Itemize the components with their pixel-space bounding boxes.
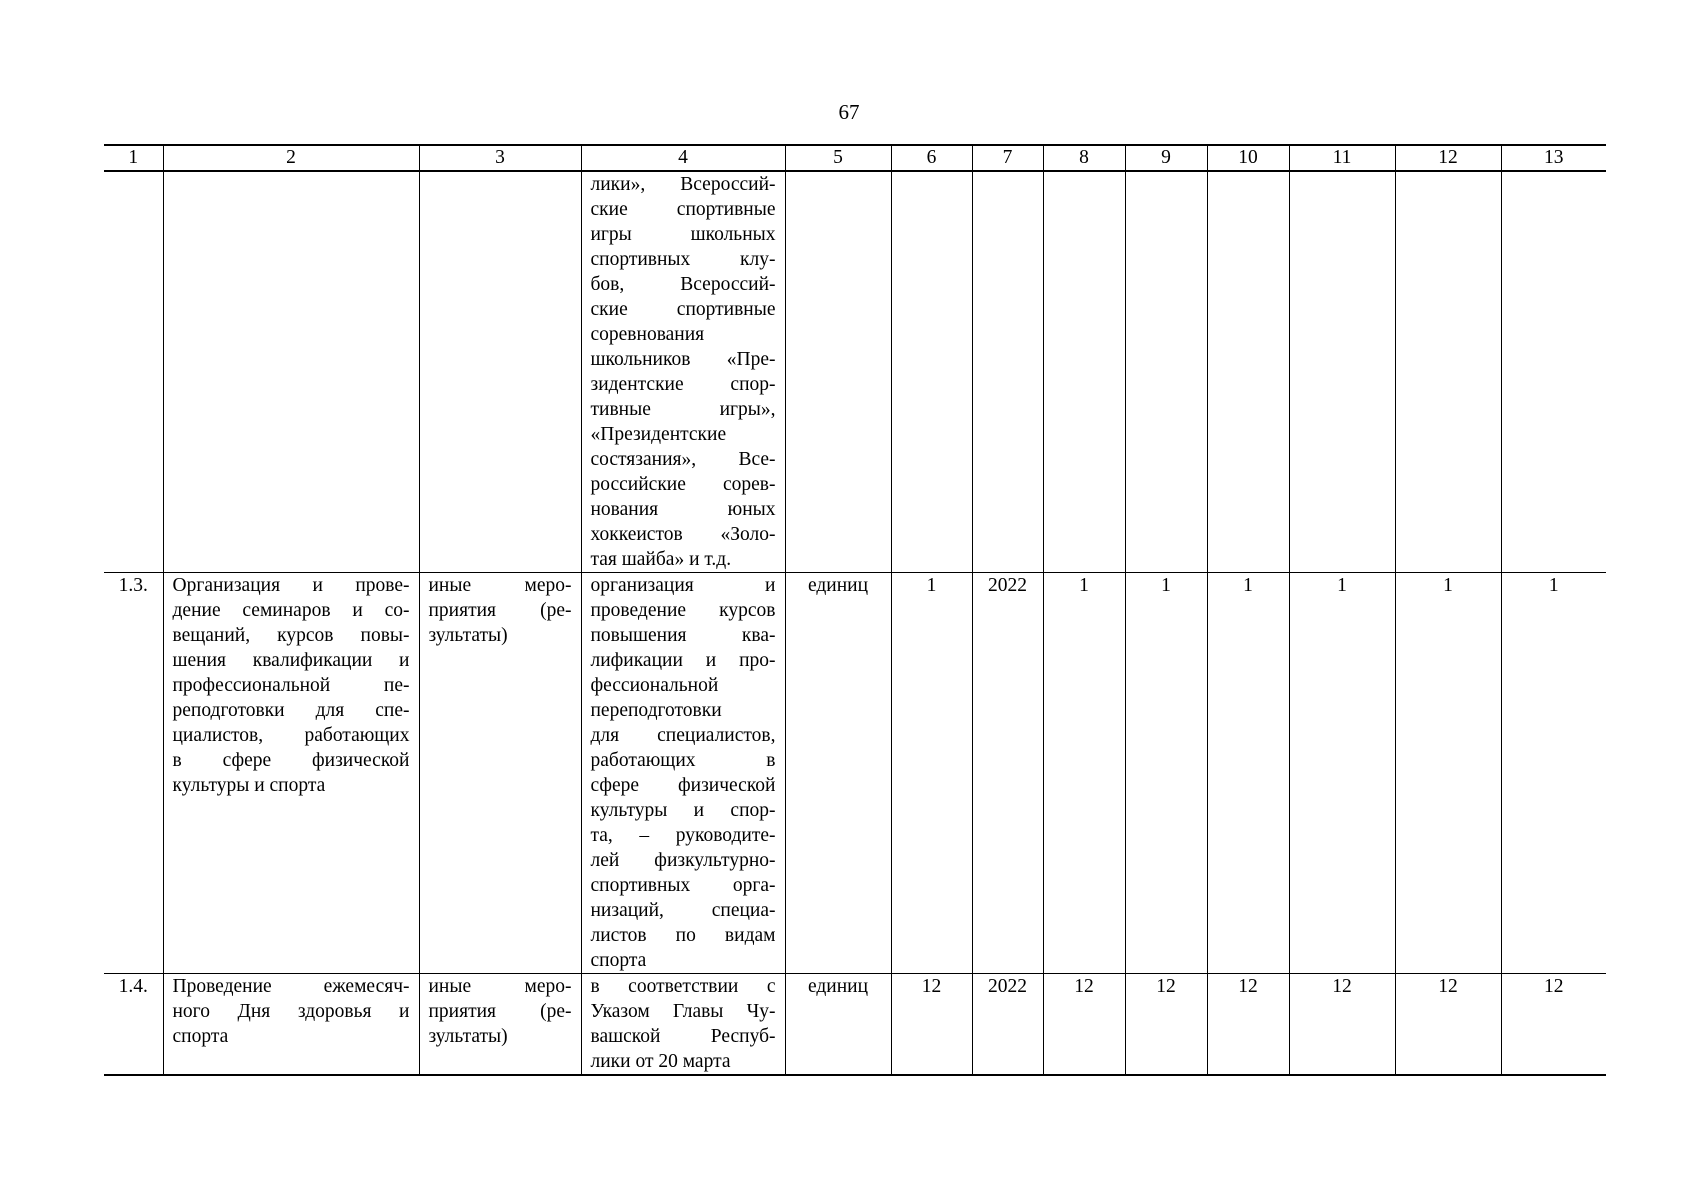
value-cell-13: 12	[1501, 974, 1606, 1076]
event-description-line: школьников «Пре-	[590, 349, 776, 370]
event-title-line: Проведение ежемесяч-	[172, 976, 410, 997]
row-number: 1.4.	[104, 974, 163, 1076]
header-cell-1: 1	[104, 145, 163, 171]
value-cell-8: 1	[1043, 573, 1125, 974]
unit-cell: единиц	[785, 573, 891, 974]
header-cell-5: 5	[785, 145, 891, 171]
event-description-line: сфере физической	[590, 775, 776, 796]
header-cell-12: 12	[1395, 145, 1501, 171]
event-title-line: реподготовки для спе-	[172, 700, 410, 721]
event-type-line: иные меро-	[428, 575, 572, 596]
value-cell-10: 1	[1207, 573, 1289, 974]
event-description	[581, 573, 785, 974]
base-value-cell: 1	[891, 573, 972, 974]
event-type	[419, 974, 581, 1076]
event-description-line: ские спортивные	[590, 199, 776, 220]
event-title	[163, 573, 419, 974]
event-description-line: та, – руководите-	[590, 825, 776, 846]
value-cell-11: 1	[1289, 573, 1395, 974]
event-description-line: культуры и спор-	[590, 800, 776, 821]
row-number	[104, 171, 163, 573]
value-cell-13	[1501, 171, 1606, 573]
header-cell-4: 4	[581, 145, 785, 171]
value-cell-11	[1289, 171, 1395, 573]
event-title-line: ного Дня здоровья и	[172, 1001, 410, 1022]
event-description-line: переподготовки	[590, 700, 722, 721]
header-cell-13: 13	[1501, 145, 1606, 171]
year-cell	[972, 171, 1043, 573]
event-description-line: листов по видам	[590, 925, 776, 946]
event-type-line: приятия (ре-	[428, 600, 572, 621]
event-title-line: вещаний, курсов повы-	[172, 625, 410, 646]
data-table	[104, 144, 1606, 1076]
unit-cell	[785, 171, 891, 573]
header-cell-6: 6	[891, 145, 972, 171]
event-title	[163, 974, 419, 1076]
value-cell-12: 12	[1395, 974, 1501, 1076]
event-description-line: лики», Всероссий-	[590, 174, 776, 195]
base-value-cell	[891, 171, 972, 573]
event-description-line: спортивных клу-	[590, 249, 776, 270]
value-cell-12	[1395, 171, 1501, 573]
event-description-line: состязания», Все-	[590, 449, 776, 470]
event-description-line: для специалистов,	[590, 725, 776, 746]
event-description-line: тая шайба» и т.д.	[590, 549, 732, 570]
event-description-line: российские сорев-	[590, 474, 776, 495]
event-description-line: бов, Всероссий-	[590, 274, 776, 295]
event-description-line: соревнования	[590, 324, 705, 345]
header-cell-2: 2	[163, 145, 419, 171]
table-row	[104, 573, 1606, 974]
event-title-line: Организация и прове-	[172, 575, 410, 596]
header-cell-7: 7	[972, 145, 1043, 171]
event-title	[163, 171, 419, 573]
value-cell-10	[1207, 171, 1289, 573]
header-cell-9: 9	[1125, 145, 1207, 171]
value-cell-12: 1	[1395, 573, 1501, 974]
event-description-line: ские спортивные	[590, 299, 776, 320]
header-cell-11: 11	[1289, 145, 1395, 171]
event-description-line: вашской Респуб-	[590, 1026, 776, 1047]
value-cell-9	[1125, 171, 1207, 573]
event-title-line: в сфере физической	[172, 750, 410, 771]
event-description-line: зидентские спор-	[590, 374, 776, 395]
base-value-cell: 12	[891, 974, 972, 1076]
value-cell-9: 1	[1125, 573, 1207, 974]
header-cell-3: 3	[419, 145, 581, 171]
event-description-line: лификации и про-	[590, 650, 776, 671]
event-title-line: циалистов, работающих	[172, 725, 410, 746]
event-description-line: игры школьных	[590, 224, 776, 245]
event-description-line: повышения ква-	[590, 625, 776, 646]
event-description-line: Указом Главы Чу-	[590, 1001, 776, 1022]
event-description-line: в соответствии с	[590, 976, 776, 997]
event-type	[419, 573, 581, 974]
unit-cell: единиц	[785, 974, 891, 1076]
event-description-line: спорта	[590, 950, 647, 971]
value-cell-8	[1043, 171, 1125, 573]
value-cell-10: 12	[1207, 974, 1289, 1076]
event-type-line: приятия (ре-	[428, 1001, 572, 1022]
value-cell-11: 12	[1289, 974, 1395, 1076]
event-title-line: шения квалификации и	[172, 650, 410, 671]
event-type	[419, 171, 581, 573]
event-description-line: лей физкультурно-	[590, 850, 776, 871]
event-description-line: тивные игры»,	[590, 399, 776, 420]
row-number: 1.3.	[104, 573, 163, 974]
value-cell-9: 12	[1125, 974, 1207, 1076]
event-title-line: дение семинаров и со-	[172, 600, 410, 621]
event-description-line: хоккеистов «Золо-	[590, 524, 776, 545]
header-row	[104, 145, 1606, 171]
table-row	[104, 974, 1606, 1076]
event-description-line: спортивных орга-	[590, 875, 776, 896]
event-description-line: работающих в	[590, 750, 776, 771]
event-description-line: нования юных	[590, 499, 776, 520]
event-title-line: профессиональной пе-	[172, 675, 410, 696]
event-description	[581, 974, 785, 1076]
event-type-line: иные меро-	[428, 976, 572, 997]
header-cell-10: 10	[1207, 145, 1289, 171]
year-cell: 2022	[972, 974, 1043, 1076]
event-type-line: зультаты)	[428, 1026, 508, 1047]
event-title-line: спорта	[172, 1026, 229, 1047]
event-description-line: лики от 20 марта	[590, 1051, 731, 1072]
year-cell: 2022	[972, 573, 1043, 974]
event-description-line: проведение курсов	[590, 600, 776, 621]
value-cell-13: 1	[1501, 573, 1606, 974]
event-description-line: фессиональной	[590, 675, 719, 696]
value-cell-8: 12	[1043, 974, 1125, 1076]
table-row	[104, 171, 1606, 573]
event-description-line: низаций, специа-	[590, 900, 776, 921]
event-type-line: зультаты)	[428, 625, 508, 646]
event-description-line: «Президентские	[590, 424, 727, 445]
event-description	[581, 171, 785, 573]
event-title-line: культуры и спорта	[172, 775, 326, 796]
event-description-line: организация и	[590, 575, 776, 596]
page-number: 67	[838, 100, 860, 124]
header-cell-8: 8	[1043, 145, 1125, 171]
